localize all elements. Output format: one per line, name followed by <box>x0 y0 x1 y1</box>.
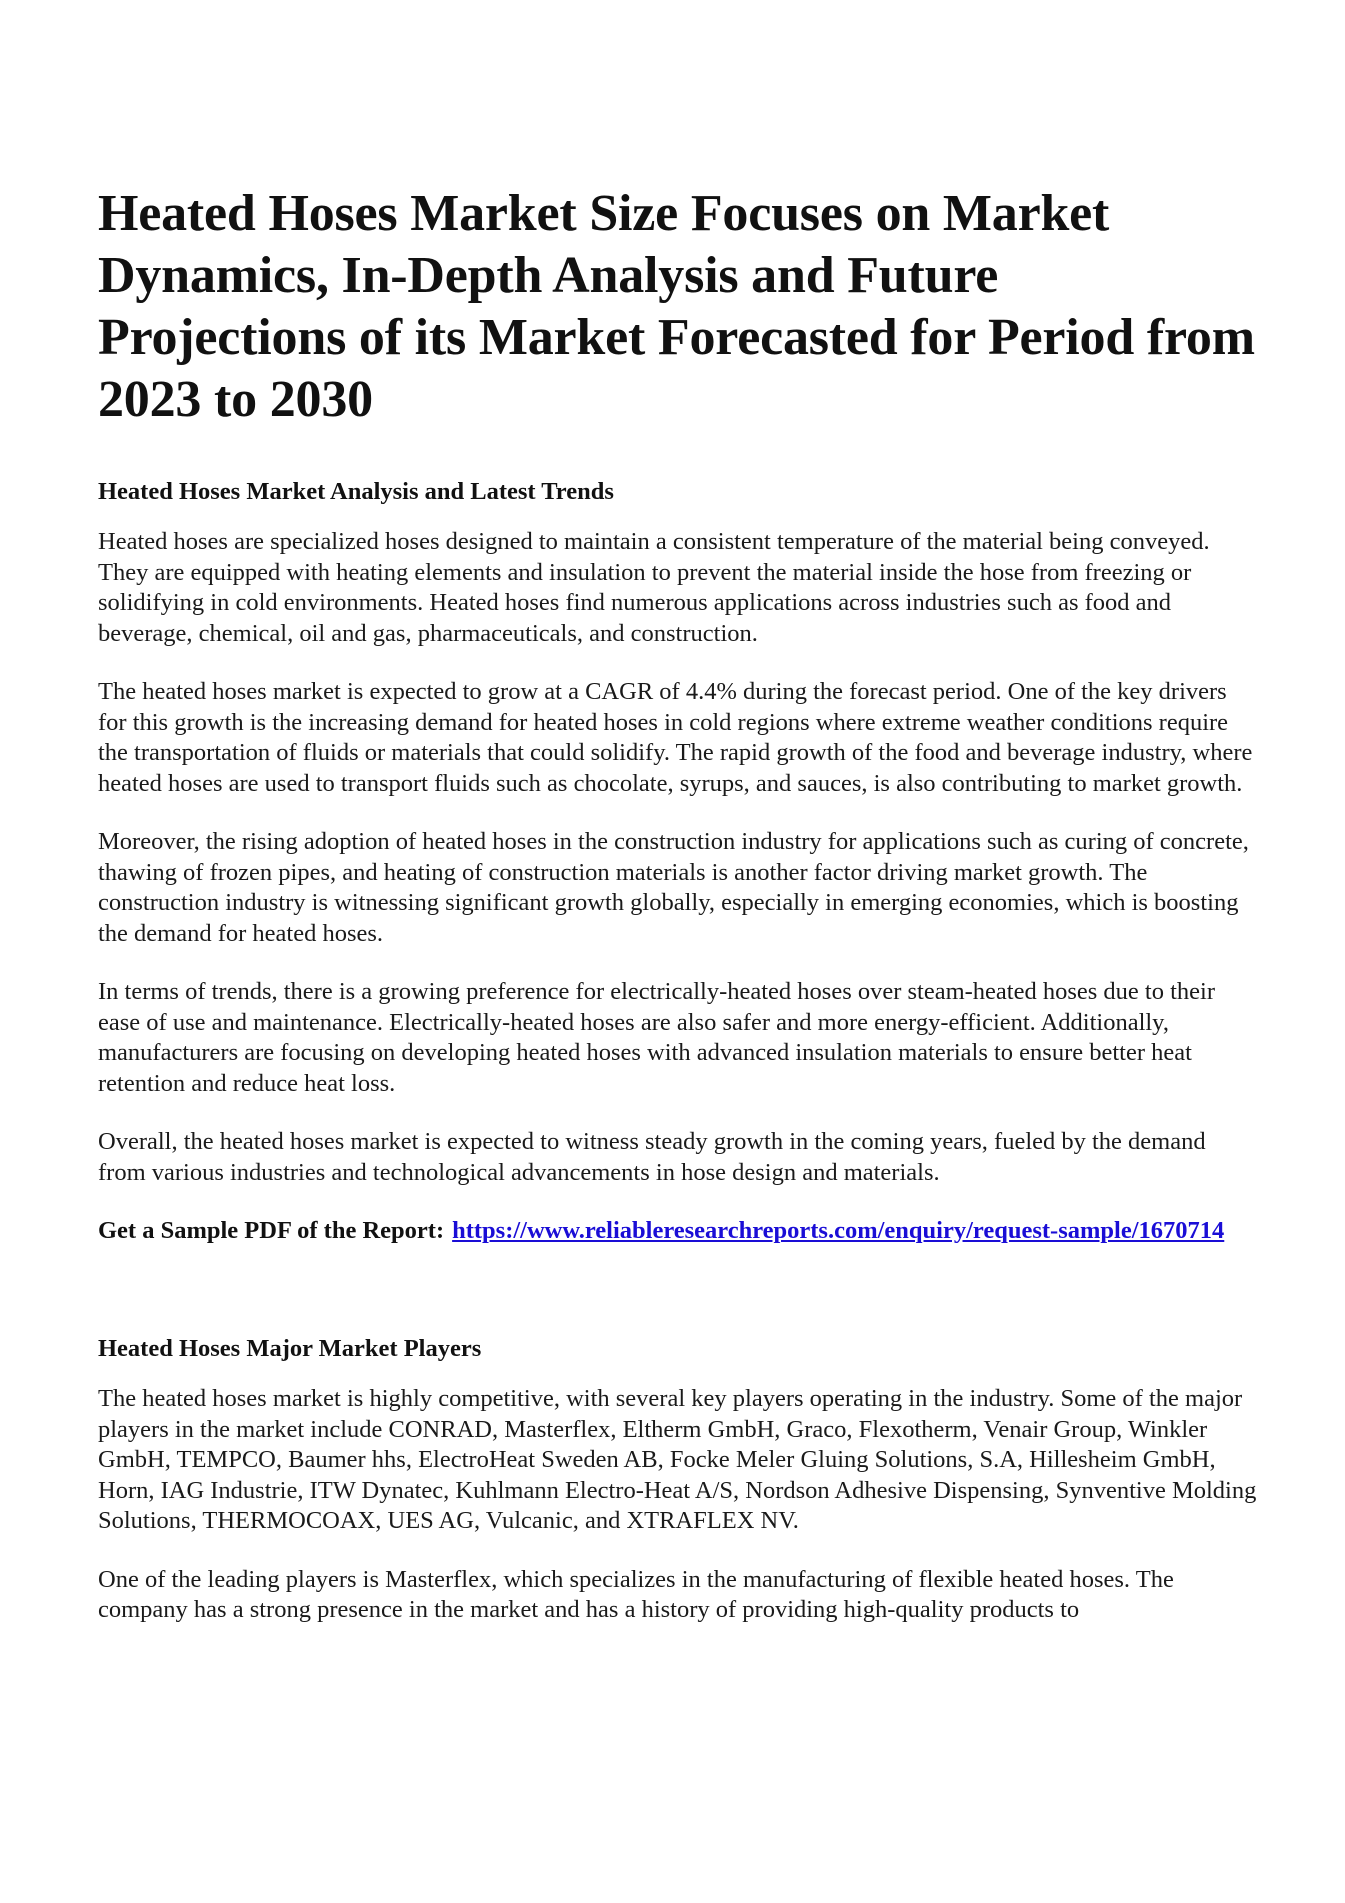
section-heading-analysis: Heated Hoses Market Analysis and Latest Trends <box>98 478 614 505</box>
document-page <box>98 183 1258 1654</box>
page-title: Heated Hoses Market Size Focuses on Market Dynamics, In-Depth Analysis and Future Projections of its Market Forecasted for Period from 2023 to 2030 <box>98 185 1255 428</box>
sample-pdf-line <box>98 1216 1258 1246</box>
sample-pdf-label: Get a Sample PDF of the Report: <box>98 1217 445 1244</box>
paragraph: Overall, the heated hoses market is expected to witness steady growth in the coming years, fueled by the demand from various industries and technological advancements in hose design and materials. <box>98 1128 1206 1186</box>
sample-pdf-link[interactable]: https://www.reliableresearchreports.com/enquiry/request-sample/1670714 <box>452 1217 1225 1244</box>
paragraph: The heated hoses market is expected to grow at a CAGR of 4.4% during the forecast period. One of the key drivers for this growth is the increasing demand for heated hoses in cold regions where extreme weather conditions require the transportation of fluids or materials that could solidify. The rapid growth of the food and beverage industry, where heated hoses are used to transport fluids such as chocolate, syrups, and sauces, is also contributing to market growth. <box>98 678 1253 797</box>
paragraph: One of the leading players is Masterflex, which specializes in the manufacturing of flexible heated hoses. The company has a strong presence in the market and has a history of providing high-quality products to <box>98 1565 1174 1623</box>
paragraph: Heated hoses are specialized hoses designed to maintain a consistent temperature of the material being conveyed. They are equipped with heating elements and insulation to prevent the material inside the hose from freezing or solidifying in cold environments. Heated hoses find numerous applications across industries such as food and beverage, chemical, oil and gas, pharmaceuticals, and construction. <box>98 528 1210 647</box>
paragraph: Moreover, the rising adoption of heated hoses in the construction industry for applications such as curing of concrete, thawing of frozen pipes, and heating of construction materials is another factor driving market growth. The construction industry is witnessing significant growth globally, especially in emerging economies, which is boosting the demand for heated hoses. <box>98 828 1249 947</box>
paragraph: The heated hoses market is highly competitive, with several key players operating in the industry. Some of the major players in the market include CONRAD, Masterflex, Eltherm GmbH, Graco, Flexotherm, Venair Group, Winkler GmbH, TEMPCO, Baumer hhs, ElectroHeat Sweden AB, Focke Meler Gluing Solutions, S.A, Hillesheim GmbH, Horn, IAG Industrie, ITW Dynatec, Kuhlmann Electro-Heat A/S, Nordson Adhesive Dispensing, Synventive Molding Solutions, THERMOCOAX, UES AG, Vulcanic, and XTRAFLEX NV. <box>98 1385 1257 1534</box>
paragraph: In terms of trends, there is a growing preference for electrically-heated hoses over steam-heated hoses due to their ease of use and maintenance. Electrically-heated hoses are also safer and more energy-efficient. Additionally, manufacturers are focusing on developing heated hoses with advanced insulation materials to ensure better heat retention and reduce heat loss. <box>98 978 1216 1097</box>
spacer <box>98 1246 1258 1334</box>
section-heading-players: Heated Hoses Major Market Players <box>98 1335 482 1362</box>
